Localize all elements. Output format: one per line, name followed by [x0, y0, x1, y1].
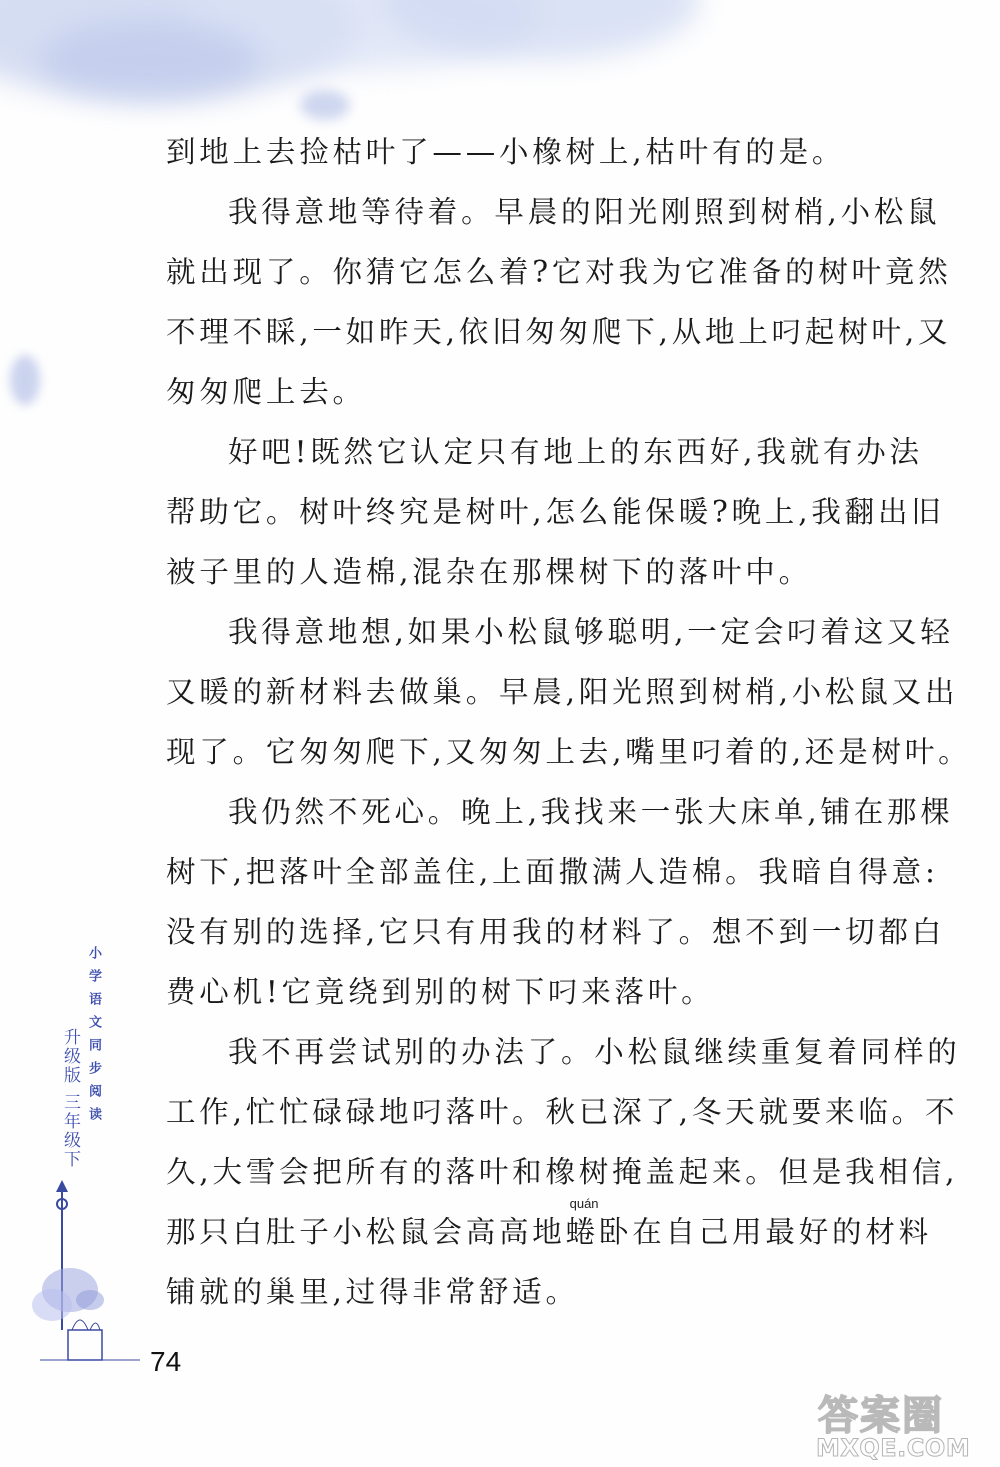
text-line: 帮助它。树叶终究是树叶,怎么能保暖?晚上,我翻出旧	[166, 495, 945, 529]
watermark-logo: 答案圈	[818, 1393, 944, 1439]
text-line: 树下,把落叶全部盖住,上面撒满人造棉。我暗自得意:	[166, 855, 939, 889]
text-line-with-pinyin	[166, 1196, 932, 1262]
text-line: 匆匆爬上去。	[166, 375, 366, 409]
text-line: 费心机!它竟绕到别的树下叼来落叶。	[166, 975, 715, 1009]
site-watermark	[808, 1380, 998, 1465]
text-line: 工作,忙忙碌碌地叼落叶。秋已深了,冬天就要来临。不	[166, 1095, 959, 1129]
cloud-shape	[300, 90, 350, 120]
page-number: 74	[150, 1346, 182, 1377]
text-line: 久,大雪会把所有的落叶和橡树掩盖起来。但是我相信,	[166, 1155, 959, 1189]
text-line: 现了。它匆匆爬下,又匆匆上去,嘴里叼着的,还是树叶。	[166, 735, 972, 769]
watercolor-dot	[10, 355, 40, 405]
text-line: 就出现了。你猜它怎么着?它对我为它准备的树叶竟然	[166, 255, 952, 289]
watermark-url: MXQE.COM	[816, 1434, 971, 1462]
edition-text: 升级版	[60, 1028, 80, 1085]
text-segment: 那只白肚子小松鼠会高高地	[166, 1215, 566, 1249]
cloud-shape	[40, 20, 260, 100]
text-line: 我仍然不死心。晚上,我找来一张大床单,铺在那棵	[228, 795, 954, 829]
text-line: 我不再尝试别的办法了。小松鼠继续重复着同样的	[228, 1035, 961, 1069]
pinyin-annotation: quán	[569, 1196, 599, 1211]
text-line: 没有别的选择,它只有用我的材料了。想不到一切都白	[166, 915, 946, 949]
grade-text: 三年级下	[60, 1093, 80, 1169]
series-title: 小学语文同步阅读	[86, 946, 101, 1130]
text-line: 被子里的人造棉,混杂在那棵树下的落叶中。	[166, 555, 812, 589]
book-series-sidebar	[56, 940, 146, 1180]
edition-label	[58, 1028, 83, 1169]
text-line: 我得意地等待着。早晨的阳光刚照到树梢,小松鼠	[228, 195, 941, 229]
text-line: 铺就的巢里,过得非常舒适。	[166, 1275, 579, 1309]
lamp-flower-illustration	[30, 1180, 160, 1380]
text-line: 又暖的新材料去做巢。早晨,阳光照到树梢,小松鼠又出	[166, 675, 959, 709]
story-text	[166, 122, 972, 1322]
text-line: 到地上去捡枯叶了——小橡树上,枯叶有的是。	[166, 135, 846, 169]
text-segment: 卧在自己用最好的材料	[598, 1215, 932, 1249]
annotated-character	[565, 1196, 599, 1262]
text-line: 好吧!既然它认定只有地上的东西好,我就有办法	[228, 435, 923, 469]
text-line: 我得意地想,如果小松鼠够聪明,一定会叼着这又轻	[228, 615, 954, 649]
watercolor-header-decoration	[0, 0, 1000, 140]
text-line: 不理不睬,一如昨天,依旧匆匆爬下,从地上叼起树叶,又	[166, 315, 952, 349]
annotated-base-character: 蜷	[565, 1215, 599, 1249]
